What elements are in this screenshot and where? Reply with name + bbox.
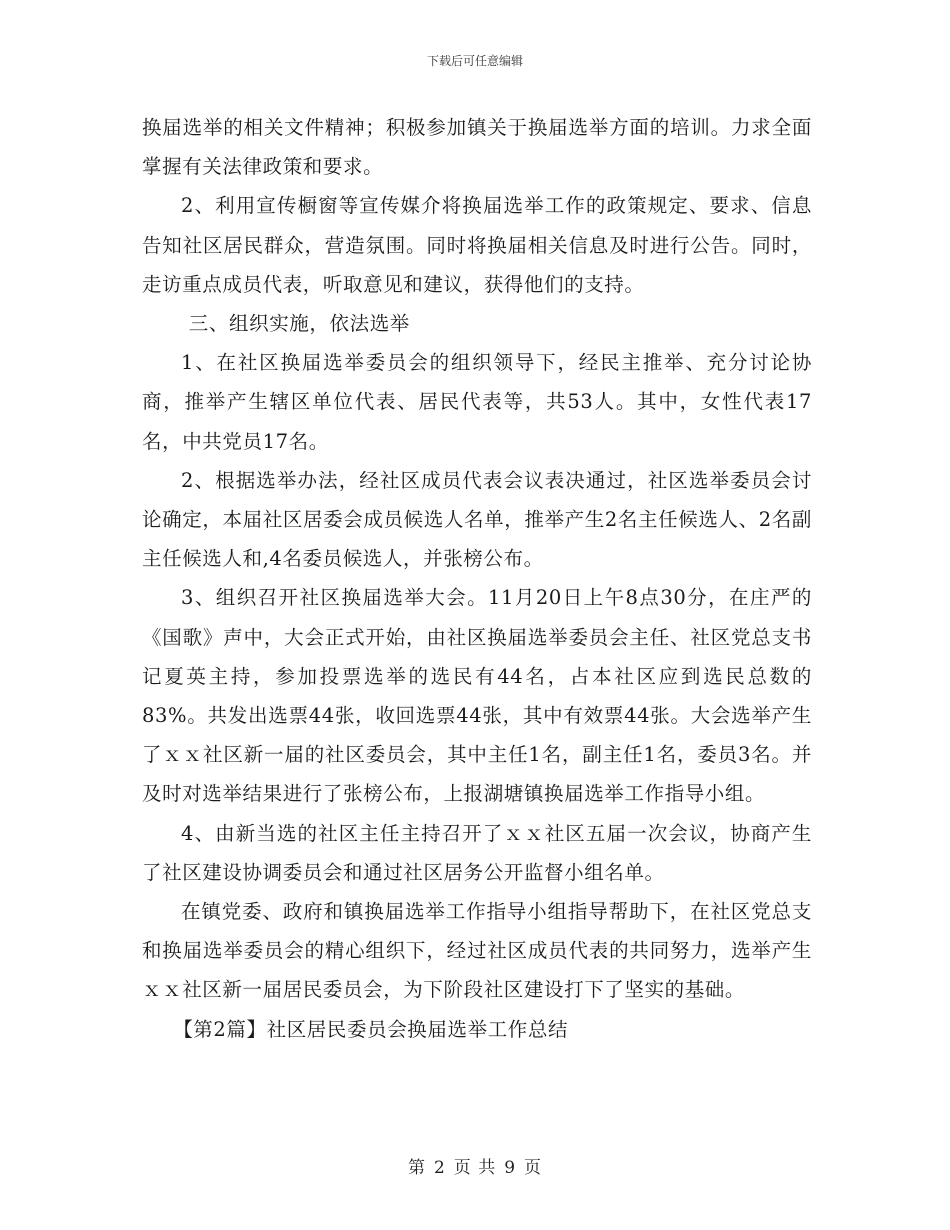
paragraph-item-4-first-session: 4、由新当选的社区主任主持召开了ｘｘ社区五届一次会议，协商产生了社区建设协调委员会和通过社区居务公开监督小组名单。 [142,821,812,884]
paragraph-item-3-election-meeting: 3、组织召开社区换届选举大会。11月20日上午8点30分，在庄严的《国歌》声中，大会正式开始，由社区换届选举委员会主任、社区党总支书记夏英主持，参加投票选举的选民有44名，占本社区应到选民总数的83%。共发出选票44张，收回选票44张，其中有效票44张。大会选举产生了ｘｘ社区新一届的社区委员会，其中主任1名，副主任1名，委员3名。并及时对选举结果进行了张榜公布，上报湖塘镇换届选举工作指导小组。 [142,586,812,806]
footer-prefix: 第 [407,1158,426,1178]
paragraph-continuation: 换届选举的相关文件精神；积极参加镇关于换届选举方面的培训。力求全面掌握有关法律政策和要求。 [142,116,812,179]
footer-suffix: 页 [524,1158,543,1178]
section-heading-3: 三、组织实施，依法选举 [188,312,410,336]
article-title-part-2: 【第2篇】社区居民委员会换届选举工作总结 [173,1017,569,1041]
paragraph-item-2-publicity: 2、利用宣传橱窗等宣传媒介将换届选举工作的政策规定、要求、信息告知社区居民群众，营造氛围。同时将换届相关信息及时进行公告。同时，走访重点成员代表，听取意见和建议，获得他们的支持。 [142,194,812,296]
footer-page-total: 9 [504,1158,517,1178]
paragraph-conclusion: 在镇党委、政府和镇换届选举工作指导小组指导帮助下，在社区党总支和换届选举委员会的精心组织下，经过社区成员代表的共同努力，选举产生ｘｘ社区新一届居民委员会，为下阶段社区建设打下了坚实的基础。 [142,900,812,1002]
paragraph-item-2-candidates: 2、根据选举办法，经社区成员代表会议表决通过，社区选举委员会讨论确定，本届社区居委会成员候选人名单，推举产生2名主任候选人、2名副主任候选人和,4名委员候选人，并张榜公布。 [142,468,812,571]
document-body [142,108,812,1049]
footer-page-number: 2 [433,1158,446,1178]
footer-mid: 页 共 [453,1158,497,1178]
paragraph-item-1-representatives: 1、在社区换届选举委员会的组织领导下，经民主推举、充分讨论协商，推举产生辖区单位代表、居民代表等，共53人。其中，女性代表17名，中共党员17名。 [142,351,812,453]
page-footer [0,1153,950,1178]
page-header-note: 下载后可任意编辑 [426,54,523,68]
